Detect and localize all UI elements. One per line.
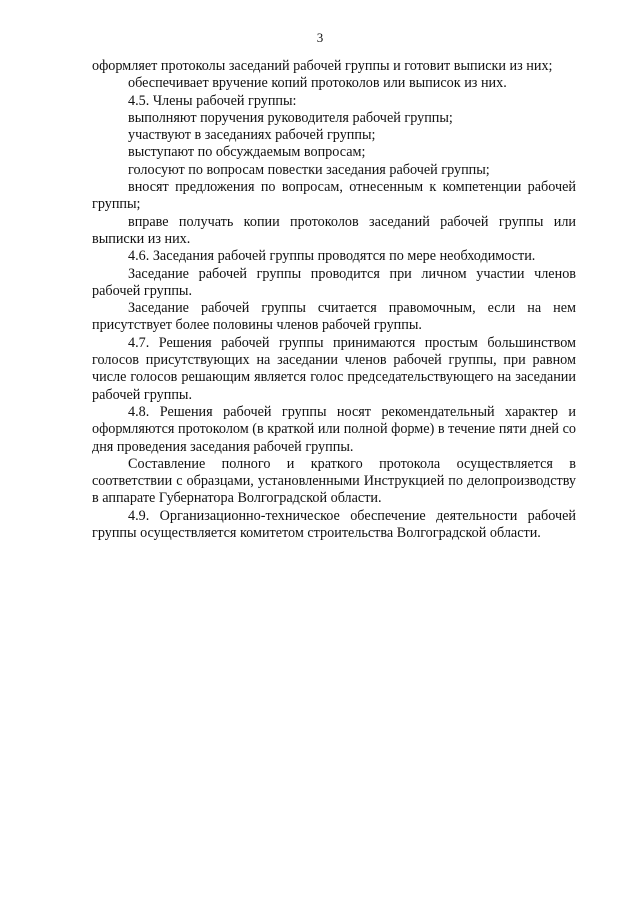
paragraph-14: 4.8. Решения рабочей группы носят рекомендательный характер и оформляются протоколом (в краткой или полной форме) в течение пяти дней со дня проведения заседания рабочей группы.: [92, 403, 576, 455]
paragraph-3: 4.5. Члены рабочей группы:: [128, 92, 297, 109]
document-body: [92, 58, 576, 542]
paragraph-13: 4.7. Решения рабочей группы принимаются простым большинством голосов присутствующих на заседании членов рабочей группы, при равном числе голосов решающим является голос председательствующего на заседании рабочей группы.: [92, 334, 576, 403]
paragraph-5: участвуют в заседаниях рабочей группы;: [128, 127, 376, 144]
paragraph-15: Составление полного и краткого протокола осуществляется в соответствии с образцами, установленными Инструкцией по делопроизводству в аппарате Губернатора Волгоградской области.: [92, 455, 576, 507]
paragraph-2: обеспечивает вручение копий протоколов или выписок из них.: [128, 75, 507, 92]
page-number: 3: [316, 30, 324, 45]
paragraph-9: вправе получать копии протоколов заседаний рабочей группы или выписки из них.: [92, 213, 576, 247]
paragraph-7: голосуют по вопросам повестки заседания рабочей группы;: [128, 161, 490, 178]
paragraph-10: 4.6. Заседания рабочей группы проводятся по мере необходимости.: [128, 248, 536, 265]
paragraph-12: Заседание рабочей группы считается правомочным, если на нем присутствует более половины членов рабочей группы.: [92, 300, 576, 334]
paragraph-1: оформляет протоколы заседаний рабочей группы и готовит выписки из них;: [92, 58, 553, 74]
paragraph-6: выступают по обсуждаемым вопросам;: [128, 144, 366, 161]
paragraph-8: вносят предложения по вопросам, отнесенным к компетенции рабочей группы;: [92, 179, 576, 213]
paragraph-11: Заседание рабочей группы проводится при личном участии членов рабочей группы.: [92, 265, 576, 299]
paragraph-4: выполняют поручения руководителя рабочей группы;: [128, 109, 453, 126]
paragraph-16: 4.9. Организационно-техническое обеспечение деятельности рабочей группы осуществляется комитетом строительства Волгоградской области.: [92, 507, 576, 542]
